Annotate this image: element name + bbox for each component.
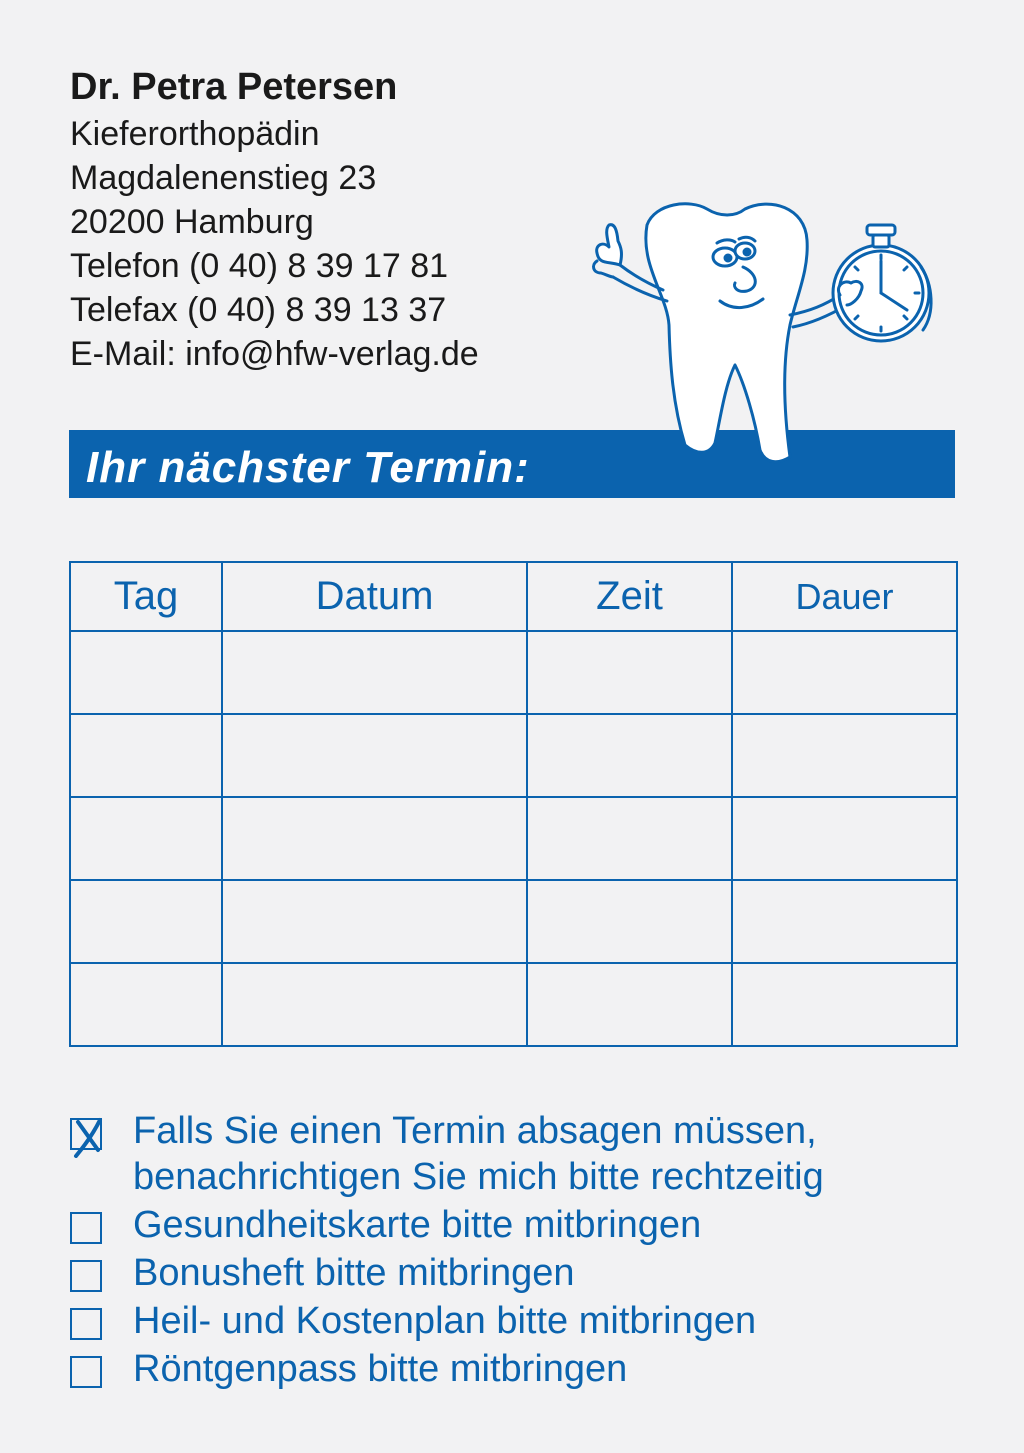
table-row xyxy=(70,631,957,714)
column-header-tag: Tag xyxy=(70,562,222,631)
checkbox-treatment-plan[interactable] xyxy=(70,1308,102,1340)
checkbox-health-card[interactable] xyxy=(70,1212,102,1244)
checkbox-bonus-booklet[interactable] xyxy=(70,1260,102,1292)
table-row xyxy=(70,797,957,880)
checklist-item-health-card xyxy=(70,1202,970,1248)
checklist xyxy=(70,1108,970,1394)
checkbox-xray-pass[interactable] xyxy=(70,1356,102,1388)
table-cell[interactable] xyxy=(732,631,957,714)
table-cell[interactable] xyxy=(527,631,732,714)
table-cell[interactable] xyxy=(527,880,732,963)
table-cell[interactable] xyxy=(527,797,732,880)
table-cell[interactable] xyxy=(222,797,527,880)
checkmark-x-icon xyxy=(68,1114,108,1158)
banner-title: Ihr nächster Termin: xyxy=(86,443,530,492)
table-cell[interactable] xyxy=(732,714,957,797)
table-cell[interactable] xyxy=(222,631,527,714)
fax-number: Telefax (0 40) 8 39 13 37 xyxy=(70,291,447,329)
checklist-item-cancel-notice xyxy=(70,1108,970,1200)
column-header-zeit: Zeit xyxy=(527,562,732,631)
table-row xyxy=(70,880,957,963)
checklist-label: Gesundheitskarte bitte mitbringen xyxy=(133,1204,702,1246)
checklist-label: Heil- und Kostenplan bitte mitbringen xyxy=(133,1300,757,1342)
table-cell[interactable] xyxy=(732,797,957,880)
column-header-datum: Datum xyxy=(222,562,527,631)
phone-number: Telefon (0 40) 8 39 17 81 xyxy=(70,247,449,285)
table-header-row xyxy=(70,562,957,631)
table-cell[interactable] xyxy=(70,963,222,1046)
table-cell[interactable] xyxy=(70,797,222,880)
checklist-item-treatment-plan xyxy=(70,1298,970,1344)
doctor-title: Kieferorthopädin xyxy=(70,115,320,153)
checklist-label: Falls Sie einen Termin absagen müssen, benachrichtigen Sie mich bitte rechtzeitig xyxy=(133,1110,824,1198)
email-address: E-Mail: info@hfw-verlag.de xyxy=(70,335,479,373)
table-row xyxy=(70,714,957,797)
appointment-table xyxy=(69,561,958,1047)
checklist-item-xray-pass xyxy=(70,1346,970,1392)
checkbox-cancel-notice[interactable] xyxy=(70,1118,102,1150)
checklist-label: Röntgenpass bitte mitbringen xyxy=(133,1348,628,1390)
table-cell[interactable] xyxy=(222,963,527,1046)
table-row xyxy=(70,963,957,1046)
table-cell[interactable] xyxy=(222,714,527,797)
table-cell[interactable] xyxy=(70,714,222,797)
checklist-label: Bonusheft bitte mitbringen xyxy=(133,1252,575,1294)
doctor-name: Dr. Petra Petersen xyxy=(70,66,398,108)
table-cell[interactable] xyxy=(527,963,732,1046)
contact-block xyxy=(70,62,479,376)
city-address: 20200 Hamburg xyxy=(70,203,314,241)
column-header-dauer: Dauer xyxy=(732,562,957,631)
table-cell[interactable] xyxy=(70,880,222,963)
table-cell[interactable] xyxy=(70,631,222,714)
checklist-item-bonus-booklet xyxy=(70,1250,970,1296)
table-cell[interactable] xyxy=(527,714,732,797)
table-cell[interactable] xyxy=(732,880,957,963)
table-cell[interactable] xyxy=(732,963,957,1046)
table-cell[interactable] xyxy=(222,880,527,963)
tooth-mascot-with-stopwatch-icon xyxy=(585,195,955,470)
street-address: Magdalenenstieg 23 xyxy=(70,159,377,197)
